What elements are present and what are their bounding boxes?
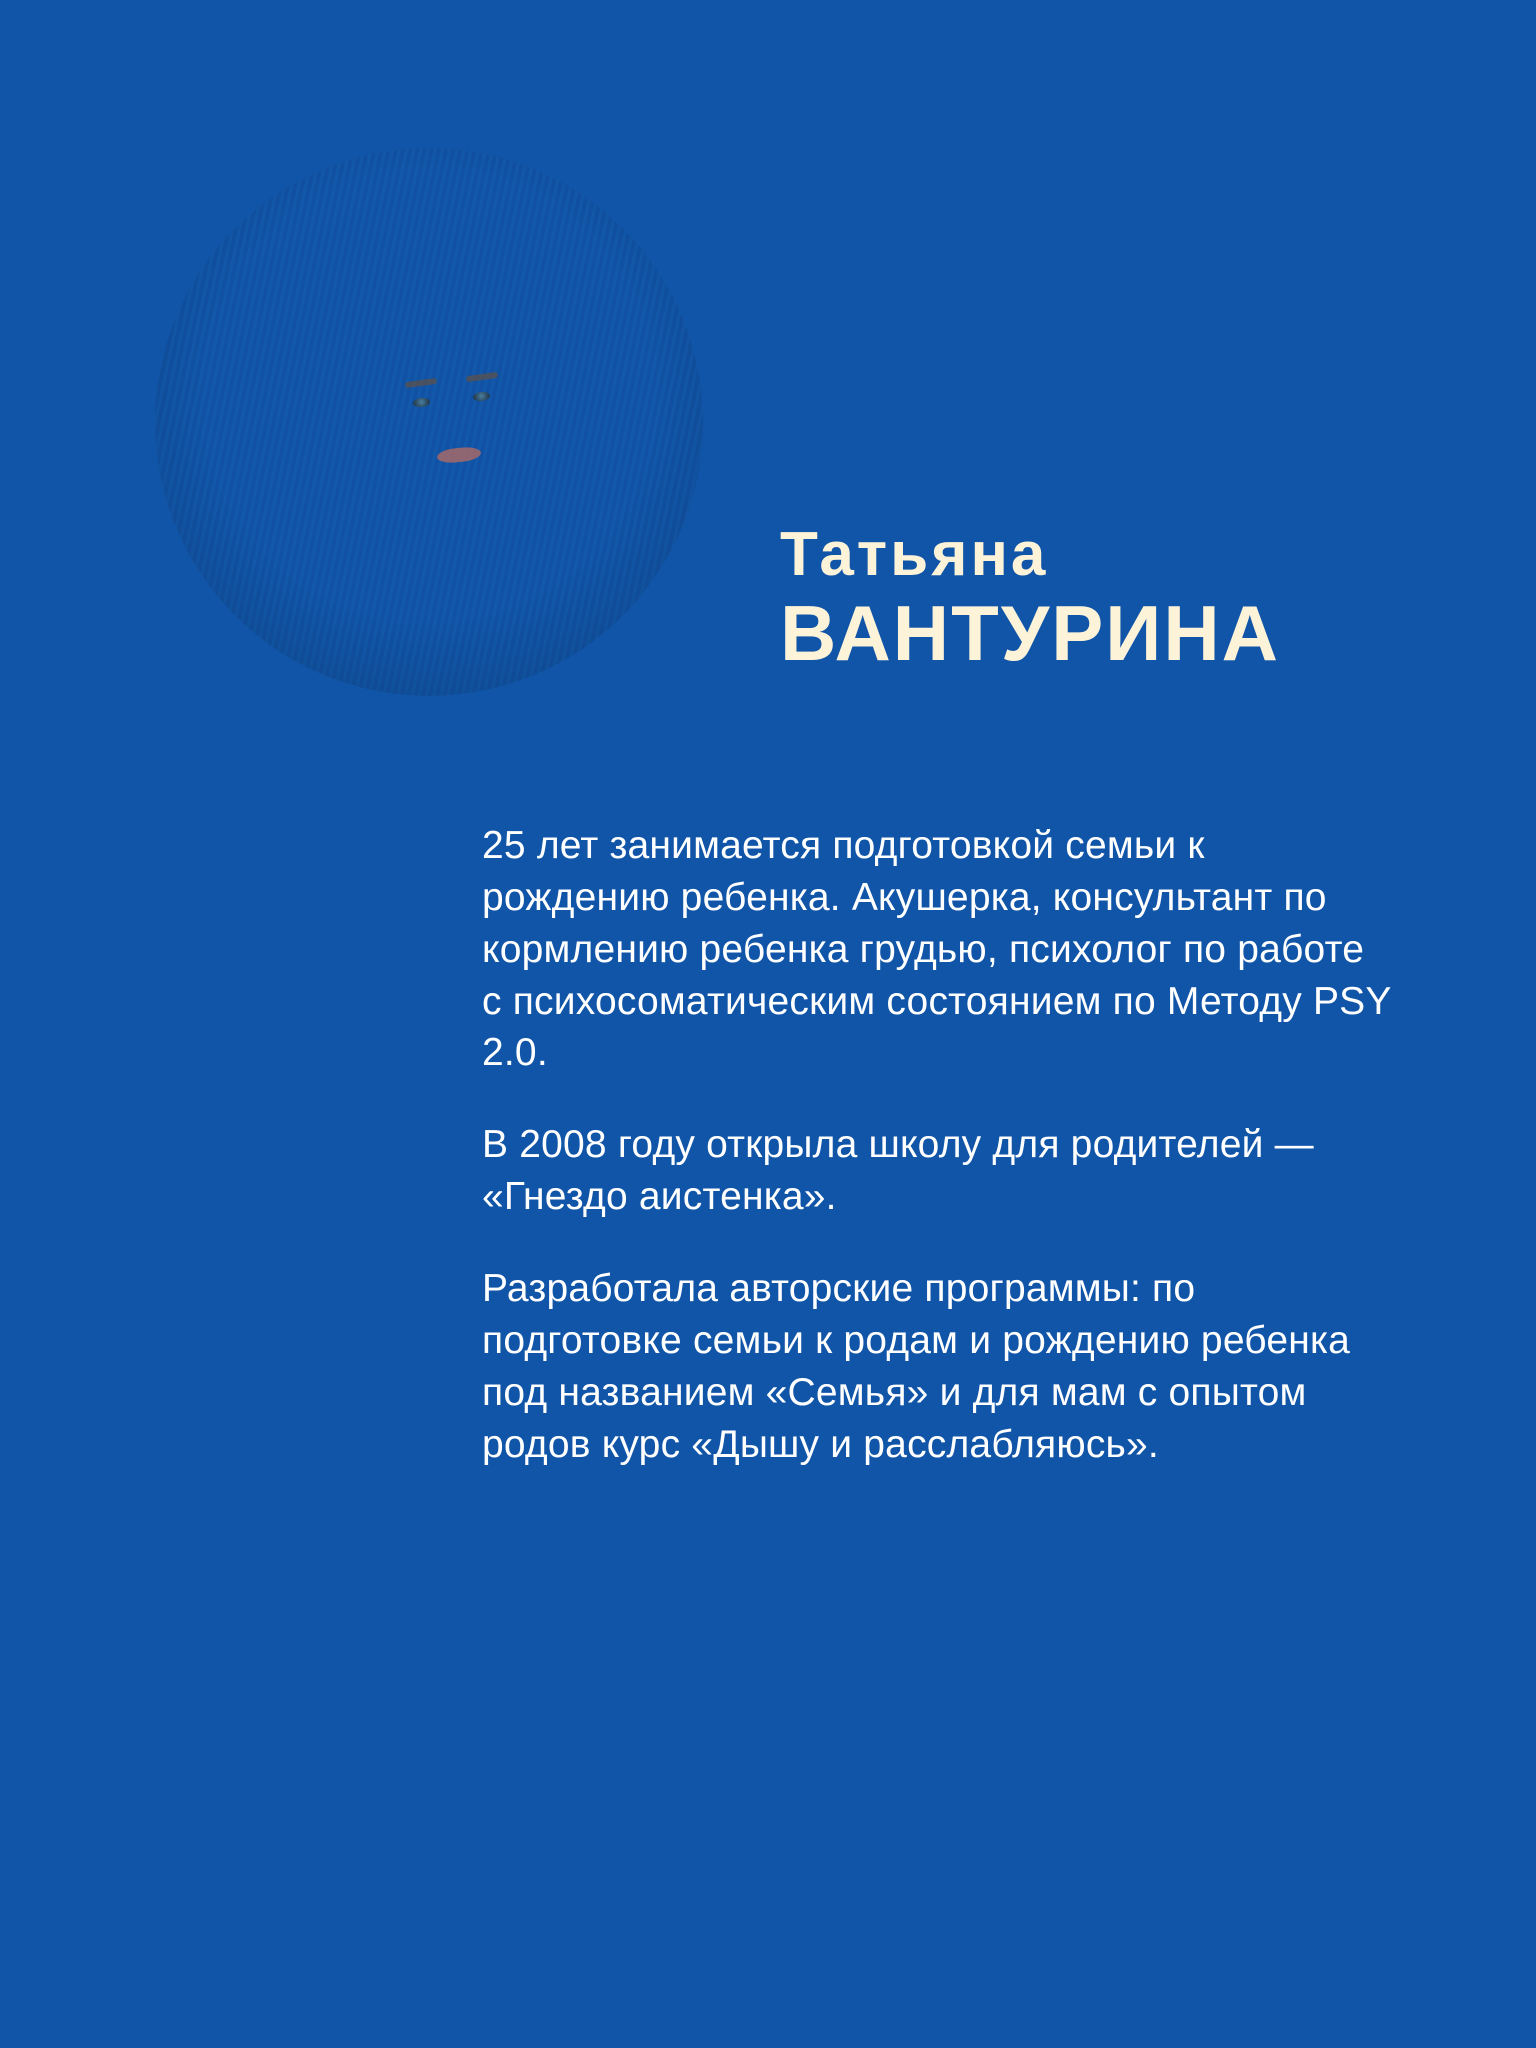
bio-paragraph: В 2008 году открыла школу для родителей — «Гнездо аистенка». [482,1123,1314,1219]
bio-paragraph: Разработала авторские программы: по подготовке семьи к родам и рождению ребенка под названием «Семья» и для мам с опытом родов курс «Дышу и расслабляюсь». [482,1267,1351,1466]
avatar [155,148,703,696]
page-title [780,520,1400,677]
author-last-name: ВАНТУРИНА [780,589,1281,677]
photo-vignette [155,148,703,696]
bio-paragraph: 25 лет занимается подготовкой семьи к рождению ребенка. Акушерка, консультант по кормлению ребенка грудью, психолог по работе с психосоматическим состоянием по Методу PSY 2.0. [482,824,1391,1075]
author-bio [482,820,1392,1470]
author-photo [155,148,703,696]
author-first-name: Татьяна [780,520,1049,589]
